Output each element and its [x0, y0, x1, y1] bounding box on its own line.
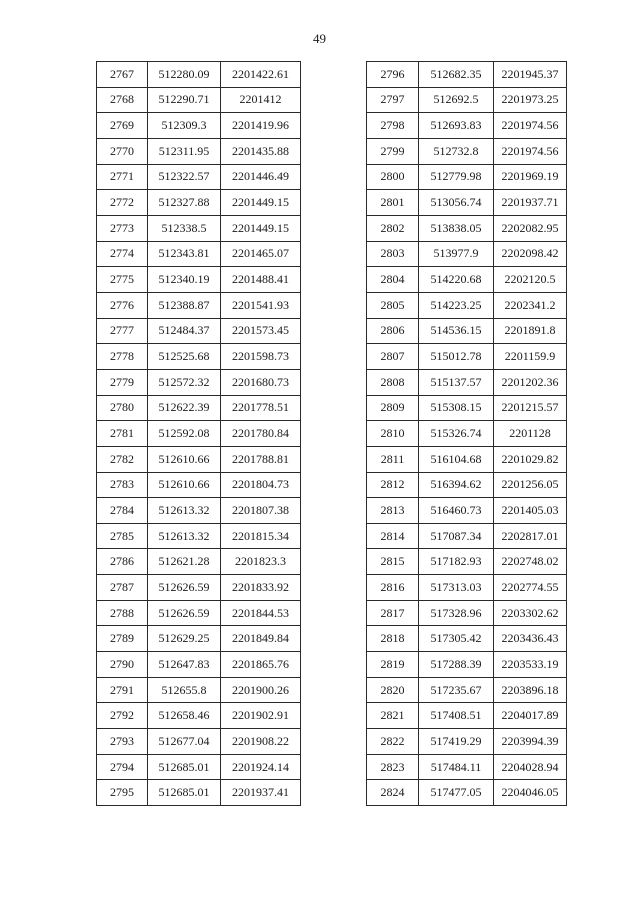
table-row	[367, 421, 567, 447]
point-number-cell: 2802	[367, 215, 419, 241]
point-number-cell: 2782	[97, 446, 148, 472]
x-coordinate-cell: 517477.05	[419, 780, 494, 806]
point-number-cell: 2800	[367, 164, 419, 190]
y-coordinate-cell: 2201969.19	[494, 164, 567, 190]
y-coordinate-cell: 2201029.82	[494, 446, 567, 472]
table-row	[97, 241, 301, 267]
x-coordinate-cell: 515012.78	[419, 344, 494, 370]
point-number-cell: 2791	[97, 677, 148, 703]
y-coordinate-cell: 2201865.76	[221, 652, 301, 678]
point-number-cell: 2777	[97, 318, 148, 344]
table-row	[367, 87, 567, 113]
table-row	[367, 318, 567, 344]
point-number-cell: 2813	[367, 498, 419, 524]
point-number-cell: 2781	[97, 421, 148, 447]
x-coordinate-cell: 516104.68	[419, 446, 494, 472]
page-number: 49	[313, 31, 326, 46]
table-row	[367, 523, 567, 549]
x-coordinate-cell: 512626.59	[148, 600, 221, 626]
y-coordinate-cell: 2202341.2	[494, 292, 567, 318]
y-coordinate-cell: 2201945.37	[494, 62, 567, 88]
x-coordinate-cell: 512592.08	[148, 421, 221, 447]
table-row	[367, 344, 567, 370]
point-number-cell: 2811	[367, 446, 419, 472]
x-coordinate-cell: 517484.11	[419, 754, 494, 780]
y-coordinate-cell: 2201465.07	[221, 241, 301, 267]
table-row	[367, 369, 567, 395]
point-number-cell: 2787	[97, 575, 148, 601]
y-coordinate-cell: 2201804.73	[221, 472, 301, 498]
y-coordinate-cell: 2201823.3	[221, 549, 301, 575]
y-coordinate-cell: 2201891.8	[494, 318, 567, 344]
x-coordinate-cell: 514536.15	[419, 318, 494, 344]
y-coordinate-cell: 2201788.81	[221, 446, 301, 472]
point-number-cell: 2774	[97, 241, 148, 267]
y-coordinate-cell: 2201598.73	[221, 344, 301, 370]
point-number-cell: 2806	[367, 318, 419, 344]
point-number-cell: 2783	[97, 472, 148, 498]
x-coordinate-cell: 512322.57	[148, 164, 221, 190]
x-coordinate-cell: 512610.66	[148, 472, 221, 498]
point-number-cell: 2808	[367, 369, 419, 395]
point-number-cell: 2769	[97, 113, 148, 139]
point-number-cell: 2798	[367, 113, 419, 139]
table-row	[97, 113, 301, 139]
y-coordinate-cell: 2202774.55	[494, 575, 567, 601]
y-coordinate-cell: 2201405.03	[494, 498, 567, 524]
x-coordinate-cell: 512572.32	[148, 369, 221, 395]
y-coordinate-cell: 2202817.01	[494, 523, 567, 549]
point-number-cell: 2772	[97, 190, 148, 216]
table-row	[97, 421, 301, 447]
table-row	[97, 729, 301, 755]
x-coordinate-cell: 515137.57	[419, 369, 494, 395]
table-row	[367, 113, 567, 139]
point-number-cell: 2803	[367, 241, 419, 267]
y-coordinate-cell: 2201215.57	[494, 395, 567, 421]
table-row	[367, 190, 567, 216]
table-row	[367, 600, 567, 626]
x-coordinate-cell: 515308.15	[419, 395, 494, 421]
x-coordinate-cell: 512613.32	[148, 523, 221, 549]
x-coordinate-cell: 512658.46	[148, 703, 221, 729]
y-coordinate-cell: 2201849.84	[221, 626, 301, 652]
y-coordinate-cell: 2201449.15	[221, 190, 301, 216]
table-row	[367, 729, 567, 755]
table-row	[367, 575, 567, 601]
x-coordinate-cell: 513838.05	[419, 215, 494, 241]
point-number-cell: 2786	[97, 549, 148, 575]
y-coordinate-cell: 2201541.93	[221, 292, 301, 318]
x-coordinate-cell: 512647.83	[148, 652, 221, 678]
point-number-cell: 2799	[367, 138, 419, 164]
y-coordinate-cell: 2202120.5	[494, 267, 567, 293]
table-row	[97, 318, 301, 344]
y-coordinate-cell: 2202082.95	[494, 215, 567, 241]
y-coordinate-cell: 2201412	[221, 87, 301, 113]
x-coordinate-cell: 512388.87	[148, 292, 221, 318]
table-row	[97, 677, 301, 703]
table-row	[367, 472, 567, 498]
table-row	[97, 267, 301, 293]
point-number-cell: 2819	[367, 652, 419, 678]
y-coordinate-cell: 2201815.34	[221, 523, 301, 549]
y-coordinate-cell: 2201573.45	[221, 318, 301, 344]
point-number-cell: 2824	[367, 780, 419, 806]
x-coordinate-cell: 517419.29	[419, 729, 494, 755]
point-number-cell: 2821	[367, 703, 419, 729]
table-row	[97, 138, 301, 164]
y-coordinate-cell: 2204028.94	[494, 754, 567, 780]
point-number-cell: 2814	[367, 523, 419, 549]
x-coordinate-cell: 512732.8	[419, 138, 494, 164]
table-row	[367, 780, 567, 806]
point-number-cell: 2815	[367, 549, 419, 575]
x-coordinate-cell: 512622.39	[148, 395, 221, 421]
point-number-cell: 2771	[97, 164, 148, 190]
y-coordinate-cell: 2201974.56	[494, 138, 567, 164]
y-coordinate-cell: 2203896.18	[494, 677, 567, 703]
y-coordinate-cell: 2201446.49	[221, 164, 301, 190]
table-row	[367, 677, 567, 703]
x-coordinate-cell: 513977.9	[419, 241, 494, 267]
table-row	[97, 703, 301, 729]
point-number-cell: 2788	[97, 600, 148, 626]
x-coordinate-cell: 514223.25	[419, 292, 494, 318]
y-coordinate-cell: 2201833.92	[221, 575, 301, 601]
x-coordinate-cell: 512613.32	[148, 498, 221, 524]
x-coordinate-cell: 512621.28	[148, 549, 221, 575]
point-number-cell: 2773	[97, 215, 148, 241]
x-coordinate-cell: 512692.5	[419, 87, 494, 113]
table-row	[97, 164, 301, 190]
y-coordinate-cell: 2201680.73	[221, 369, 301, 395]
table-row	[97, 215, 301, 241]
table-row	[97, 575, 301, 601]
x-coordinate-cell: 517087.34	[419, 523, 494, 549]
y-coordinate-cell: 2201937.71	[494, 190, 567, 216]
point-number-cell: 2797	[367, 87, 419, 113]
point-number-cell: 2822	[367, 729, 419, 755]
x-coordinate-cell: 513056.74	[419, 190, 494, 216]
x-coordinate-cell: 512655.8	[148, 677, 221, 703]
y-coordinate-cell: 2204017.89	[494, 703, 567, 729]
point-number-cell: 2809	[367, 395, 419, 421]
table-row	[367, 164, 567, 190]
x-coordinate-cell: 516460.73	[419, 498, 494, 524]
x-coordinate-cell: 512309.3	[148, 113, 221, 139]
table-row	[367, 62, 567, 88]
point-number-cell: 2768	[97, 87, 148, 113]
point-number-cell: 2794	[97, 754, 148, 780]
table-row	[97, 780, 301, 806]
point-number-cell: 2775	[97, 267, 148, 293]
table-row	[367, 652, 567, 678]
point-number-cell: 2793	[97, 729, 148, 755]
table-row	[367, 754, 567, 780]
y-coordinate-cell: 2201128	[494, 421, 567, 447]
x-coordinate-cell: 512693.83	[419, 113, 494, 139]
point-number-cell: 2820	[367, 677, 419, 703]
point-number-cell: 2784	[97, 498, 148, 524]
table-row	[367, 241, 567, 267]
y-coordinate-cell: 2201202.36	[494, 369, 567, 395]
table-row	[367, 292, 567, 318]
y-coordinate-cell: 2201807.38	[221, 498, 301, 524]
x-coordinate-cell: 517328.96	[419, 600, 494, 626]
table-row	[97, 87, 301, 113]
x-coordinate-cell: 512626.59	[148, 575, 221, 601]
point-number-cell: 2816	[367, 575, 419, 601]
y-coordinate-cell: 2201778.51	[221, 395, 301, 421]
x-coordinate-cell: 517182.93	[419, 549, 494, 575]
x-coordinate-cell: 512685.01	[148, 754, 221, 780]
point-number-cell: 2778	[97, 344, 148, 370]
y-coordinate-cell: 2201902.91	[221, 703, 301, 729]
y-coordinate-cell: 2201419.96	[221, 113, 301, 139]
point-number-cell: 2779	[97, 369, 148, 395]
y-coordinate-cell: 2201844.53	[221, 600, 301, 626]
point-number-cell: 2789	[97, 626, 148, 652]
table-row	[97, 754, 301, 780]
y-coordinate-cell: 2201924.14	[221, 754, 301, 780]
point-number-cell: 2817	[367, 600, 419, 626]
table-row	[97, 190, 301, 216]
table-row	[97, 600, 301, 626]
table-row	[367, 138, 567, 164]
y-coordinate-cell: 2201449.15	[221, 215, 301, 241]
table-row	[97, 395, 301, 421]
table-row	[97, 523, 301, 549]
x-coordinate-cell: 512343.81	[148, 241, 221, 267]
point-number-cell: 2810	[367, 421, 419, 447]
table-row	[367, 549, 567, 575]
x-coordinate-cell: 512311.95	[148, 138, 221, 164]
y-coordinate-cell: 2201256.05	[494, 472, 567, 498]
y-coordinate-cell: 2203533.19	[494, 652, 567, 678]
x-coordinate-cell: 512280.09	[148, 62, 221, 88]
y-coordinate-cell: 2201435.88	[221, 138, 301, 164]
y-coordinate-cell: 2201974.56	[494, 113, 567, 139]
table-row	[97, 652, 301, 678]
coordinates-table-right	[366, 61, 567, 806]
y-coordinate-cell: 2202748.02	[494, 549, 567, 575]
table-row	[97, 626, 301, 652]
point-number-cell: 2776	[97, 292, 148, 318]
point-number-cell: 2796	[367, 62, 419, 88]
x-coordinate-cell: 512290.71	[148, 87, 221, 113]
y-coordinate-cell: 2201937.41	[221, 780, 301, 806]
x-coordinate-cell: 512484.37	[148, 318, 221, 344]
table-row	[367, 498, 567, 524]
y-coordinate-cell: 2201900.26	[221, 677, 301, 703]
x-coordinate-cell: 512677.04	[148, 729, 221, 755]
x-coordinate-cell: 512525.68	[148, 344, 221, 370]
y-coordinate-cell: 2201422.61	[221, 62, 301, 88]
x-coordinate-cell: 512629.25	[148, 626, 221, 652]
table-row	[97, 498, 301, 524]
y-coordinate-cell: 2203994.39	[494, 729, 567, 755]
y-coordinate-cell: 2201488.41	[221, 267, 301, 293]
coordinates-table-left	[96, 61, 301, 806]
x-coordinate-cell: 512685.01	[148, 780, 221, 806]
table-row	[97, 472, 301, 498]
point-number-cell: 2812	[367, 472, 419, 498]
table-row	[367, 446, 567, 472]
point-number-cell: 2790	[97, 652, 148, 678]
point-number-cell: 2785	[97, 523, 148, 549]
x-coordinate-cell: 512682.35	[419, 62, 494, 88]
point-number-cell: 2795	[97, 780, 148, 806]
x-coordinate-cell: 512338.5	[148, 215, 221, 241]
y-coordinate-cell: 2202098.42	[494, 241, 567, 267]
y-coordinate-cell: 2203436.43	[494, 626, 567, 652]
x-coordinate-cell: 517313.03	[419, 575, 494, 601]
table-row	[97, 446, 301, 472]
point-number-cell: 2807	[367, 344, 419, 370]
y-coordinate-cell: 2201973.25	[494, 87, 567, 113]
point-number-cell: 2767	[97, 62, 148, 88]
y-coordinate-cell: 2203302.62	[494, 600, 567, 626]
table-row	[97, 549, 301, 575]
table-row	[97, 344, 301, 370]
table-row	[367, 267, 567, 293]
x-coordinate-cell: 514220.68	[419, 267, 494, 293]
point-number-cell: 2804	[367, 267, 419, 293]
point-number-cell: 2805	[367, 292, 419, 318]
point-number-cell: 2801	[367, 190, 419, 216]
table-row	[97, 62, 301, 88]
x-coordinate-cell: 512340.19	[148, 267, 221, 293]
x-coordinate-cell: 517408.51	[419, 703, 494, 729]
x-coordinate-cell: 517288.39	[419, 652, 494, 678]
table-row	[97, 292, 301, 318]
x-coordinate-cell: 512779.98	[419, 164, 494, 190]
table-row	[97, 369, 301, 395]
x-coordinate-cell: 516394.62	[419, 472, 494, 498]
point-number-cell: 2823	[367, 754, 419, 780]
x-coordinate-cell: 512610.66	[148, 446, 221, 472]
x-coordinate-cell: 512327.88	[148, 190, 221, 216]
y-coordinate-cell: 2201908.22	[221, 729, 301, 755]
x-coordinate-cell: 517235.67	[419, 677, 494, 703]
x-coordinate-cell: 517305.42	[419, 626, 494, 652]
table-row	[367, 626, 567, 652]
y-coordinate-cell: 2201780.84	[221, 421, 301, 447]
point-number-cell: 2792	[97, 703, 148, 729]
y-coordinate-cell: 2204046.05	[494, 780, 567, 806]
table-row	[367, 215, 567, 241]
y-coordinate-cell: 2201159.9	[494, 344, 567, 370]
x-coordinate-cell: 515326.74	[419, 421, 494, 447]
point-number-cell: 2770	[97, 138, 148, 164]
table-row	[367, 703, 567, 729]
table-row	[367, 395, 567, 421]
point-number-cell: 2818	[367, 626, 419, 652]
point-number-cell: 2780	[97, 395, 148, 421]
